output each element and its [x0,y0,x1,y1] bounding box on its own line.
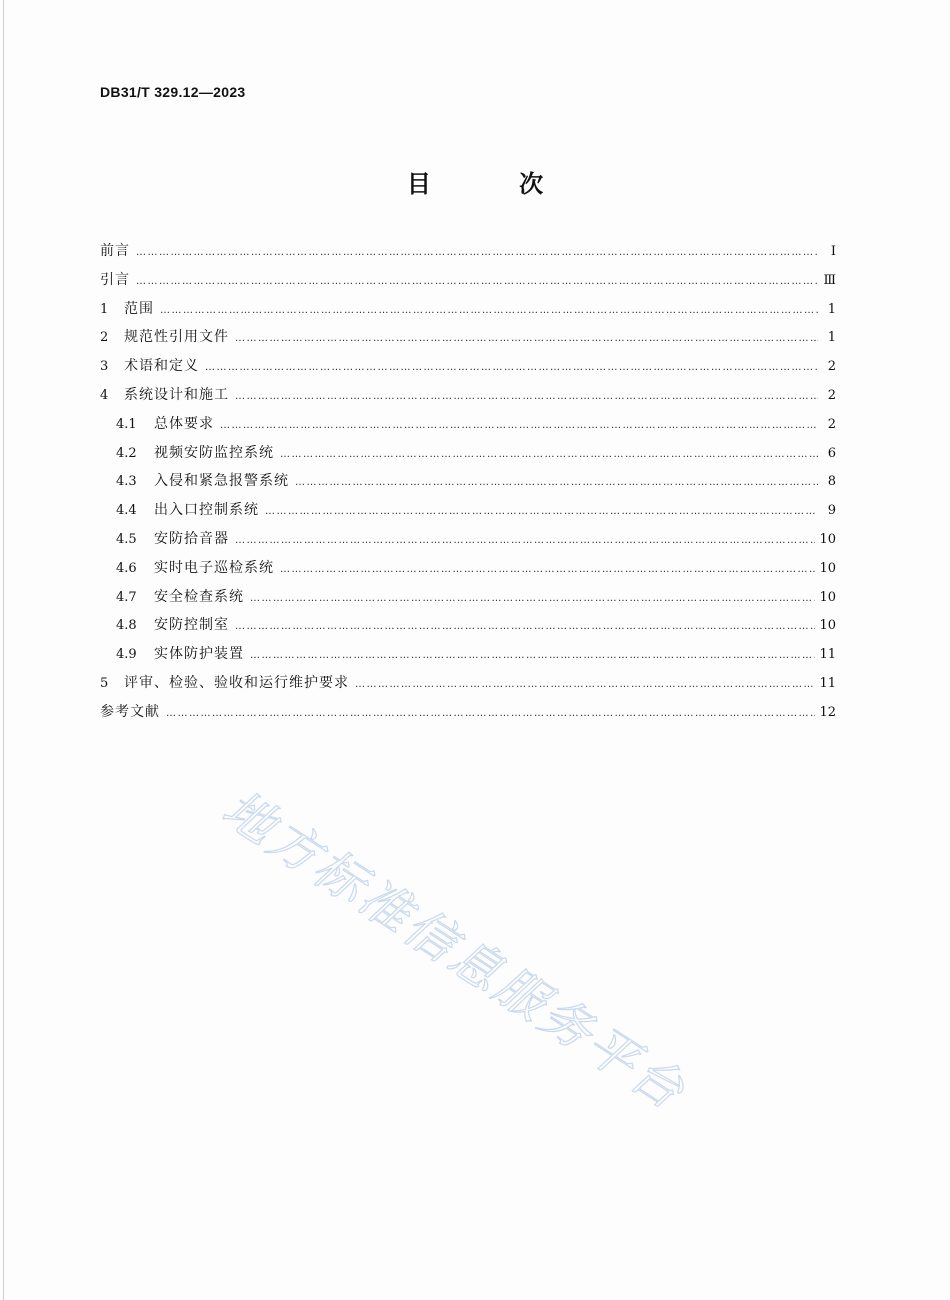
toc-entry-title: 规范性引用文件 [124,329,229,346]
toc-entry-number: 4.3 [116,474,137,490]
toc-entry-page: 1 [827,301,836,317]
toc-entry-title: 评审、检验、验收和运行维护要求 [124,674,349,691]
toc-entry[interactable] [100,326,836,355]
toc-entry[interactable] [100,384,836,413]
document-code: DB31/T 329.12—2023 [100,84,246,100]
toc-entry[interactable] [100,614,836,643]
toc-leader-dots [235,536,815,546]
toc-entry-page: 11 [819,647,836,663]
toc-entry-title: 实时电子巡检系统 [154,559,274,576]
toc-entry[interactable] [100,470,836,499]
toc-entry-number: 5 [100,675,109,691]
toc-entry[interactable] [100,499,836,528]
toc-entry-page: 8 [827,474,836,490]
toc-entry-page: Ⅲ [823,272,836,288]
toc-entry[interactable] [100,643,836,672]
toc-entry-number: 4.1 [116,416,137,432]
toc-entry-title: 入侵和紧急报警系统 [154,473,289,490]
toc-leader-dots [235,622,815,632]
toc-leader-dots [160,306,818,316]
toc-leader-dots [220,421,818,431]
toc-entry[interactable] [100,298,836,327]
toc-entry-number: 4.7 [116,589,137,605]
toc-leader-dots [235,334,818,344]
toc-entry-title: 范围 [124,300,154,317]
toc-entry-page: 12 [819,704,836,720]
toc-entry[interactable] [100,355,836,384]
toc-entry-number: 4.9 [116,647,137,663]
toc-entry[interactable] [100,672,836,701]
toc-entry[interactable] [100,269,836,298]
toc-entry-page: Ⅰ [830,244,836,259]
toc-entry[interactable] [100,701,836,730]
toc-entry-page: 9 [827,503,836,519]
toc-leader-dots [205,363,818,373]
toc-entry-title: 术语和定义 [124,358,199,375]
toc-entry[interactable] [100,442,836,471]
toc-entry[interactable] [100,528,836,557]
toc-entry-page: 10 [819,589,836,605]
toc-leader-dots [136,248,818,258]
toc-entry-title: 系统设计和施工 [124,386,229,403]
toc-entry-page: 2 [827,359,836,375]
toc-entry-title: 安防拾音器 [154,530,229,547]
toc-entry-title: 视频安防监控系统 [154,444,274,461]
toc-entry-title: 参考文献 [100,703,160,720]
toc-entry[interactable] [100,586,836,615]
toc-entry-number: 4.6 [116,560,137,576]
toc-entry-title: 总体要求 [154,415,214,432]
toc-entry-page: 10 [819,531,836,547]
toc-entry-title: 安全检查系统 [154,588,244,605]
toc-entry-number: 2 [100,330,109,346]
toc-entry-number: 3 [100,359,109,375]
toc-entry-page: 10 [819,618,836,634]
toc-entry-page: 6 [827,445,836,461]
toc-leader-dots [295,478,818,488]
toc-entry-title: 引言 [100,271,130,288]
toc-leader-dots [136,277,818,287]
toc-entry-number: 4.8 [116,618,137,634]
toc-leader-dots [250,651,815,661]
toc-title: 目 次 [406,170,584,198]
toc-leader-dots [265,507,818,517]
toc-entry-number: 4.5 [116,531,137,547]
toc-entry-title: 安防控制室 [154,617,229,634]
toc-entry-page: 2 [827,416,836,432]
toc-leader-dots [250,594,815,604]
table-of-contents [100,240,836,730]
toc-leader-dots [166,709,815,719]
toc-entry-number: 4 [100,387,109,403]
toc-entry[interactable] [100,240,836,269]
toc-entry-page: 2 [827,387,836,403]
toc-entry-number: 1 [100,301,109,317]
toc-entry-title: 前言 [100,243,130,259]
toc-leader-dots [235,392,818,402]
toc-entry[interactable] [100,557,836,586]
toc-entry[interactable] [100,413,836,442]
toc-leader-dots [355,680,815,690]
toc-entry-title: 实体防护装置 [154,646,244,663]
watermark: 地方标准信息服务平台 [212,779,697,1122]
toc-entry-title: 出入口控制系统 [154,502,259,519]
toc-entry-page: 1 [827,330,836,346]
toc-entry-page: 11 [819,675,836,691]
toc-entry-number: 4.2 [116,445,137,461]
toc-leader-dots [280,565,815,575]
toc-entry-page: 10 [819,560,836,576]
toc-leader-dots [280,450,818,460]
toc-entry-number: 4.4 [116,503,137,519]
